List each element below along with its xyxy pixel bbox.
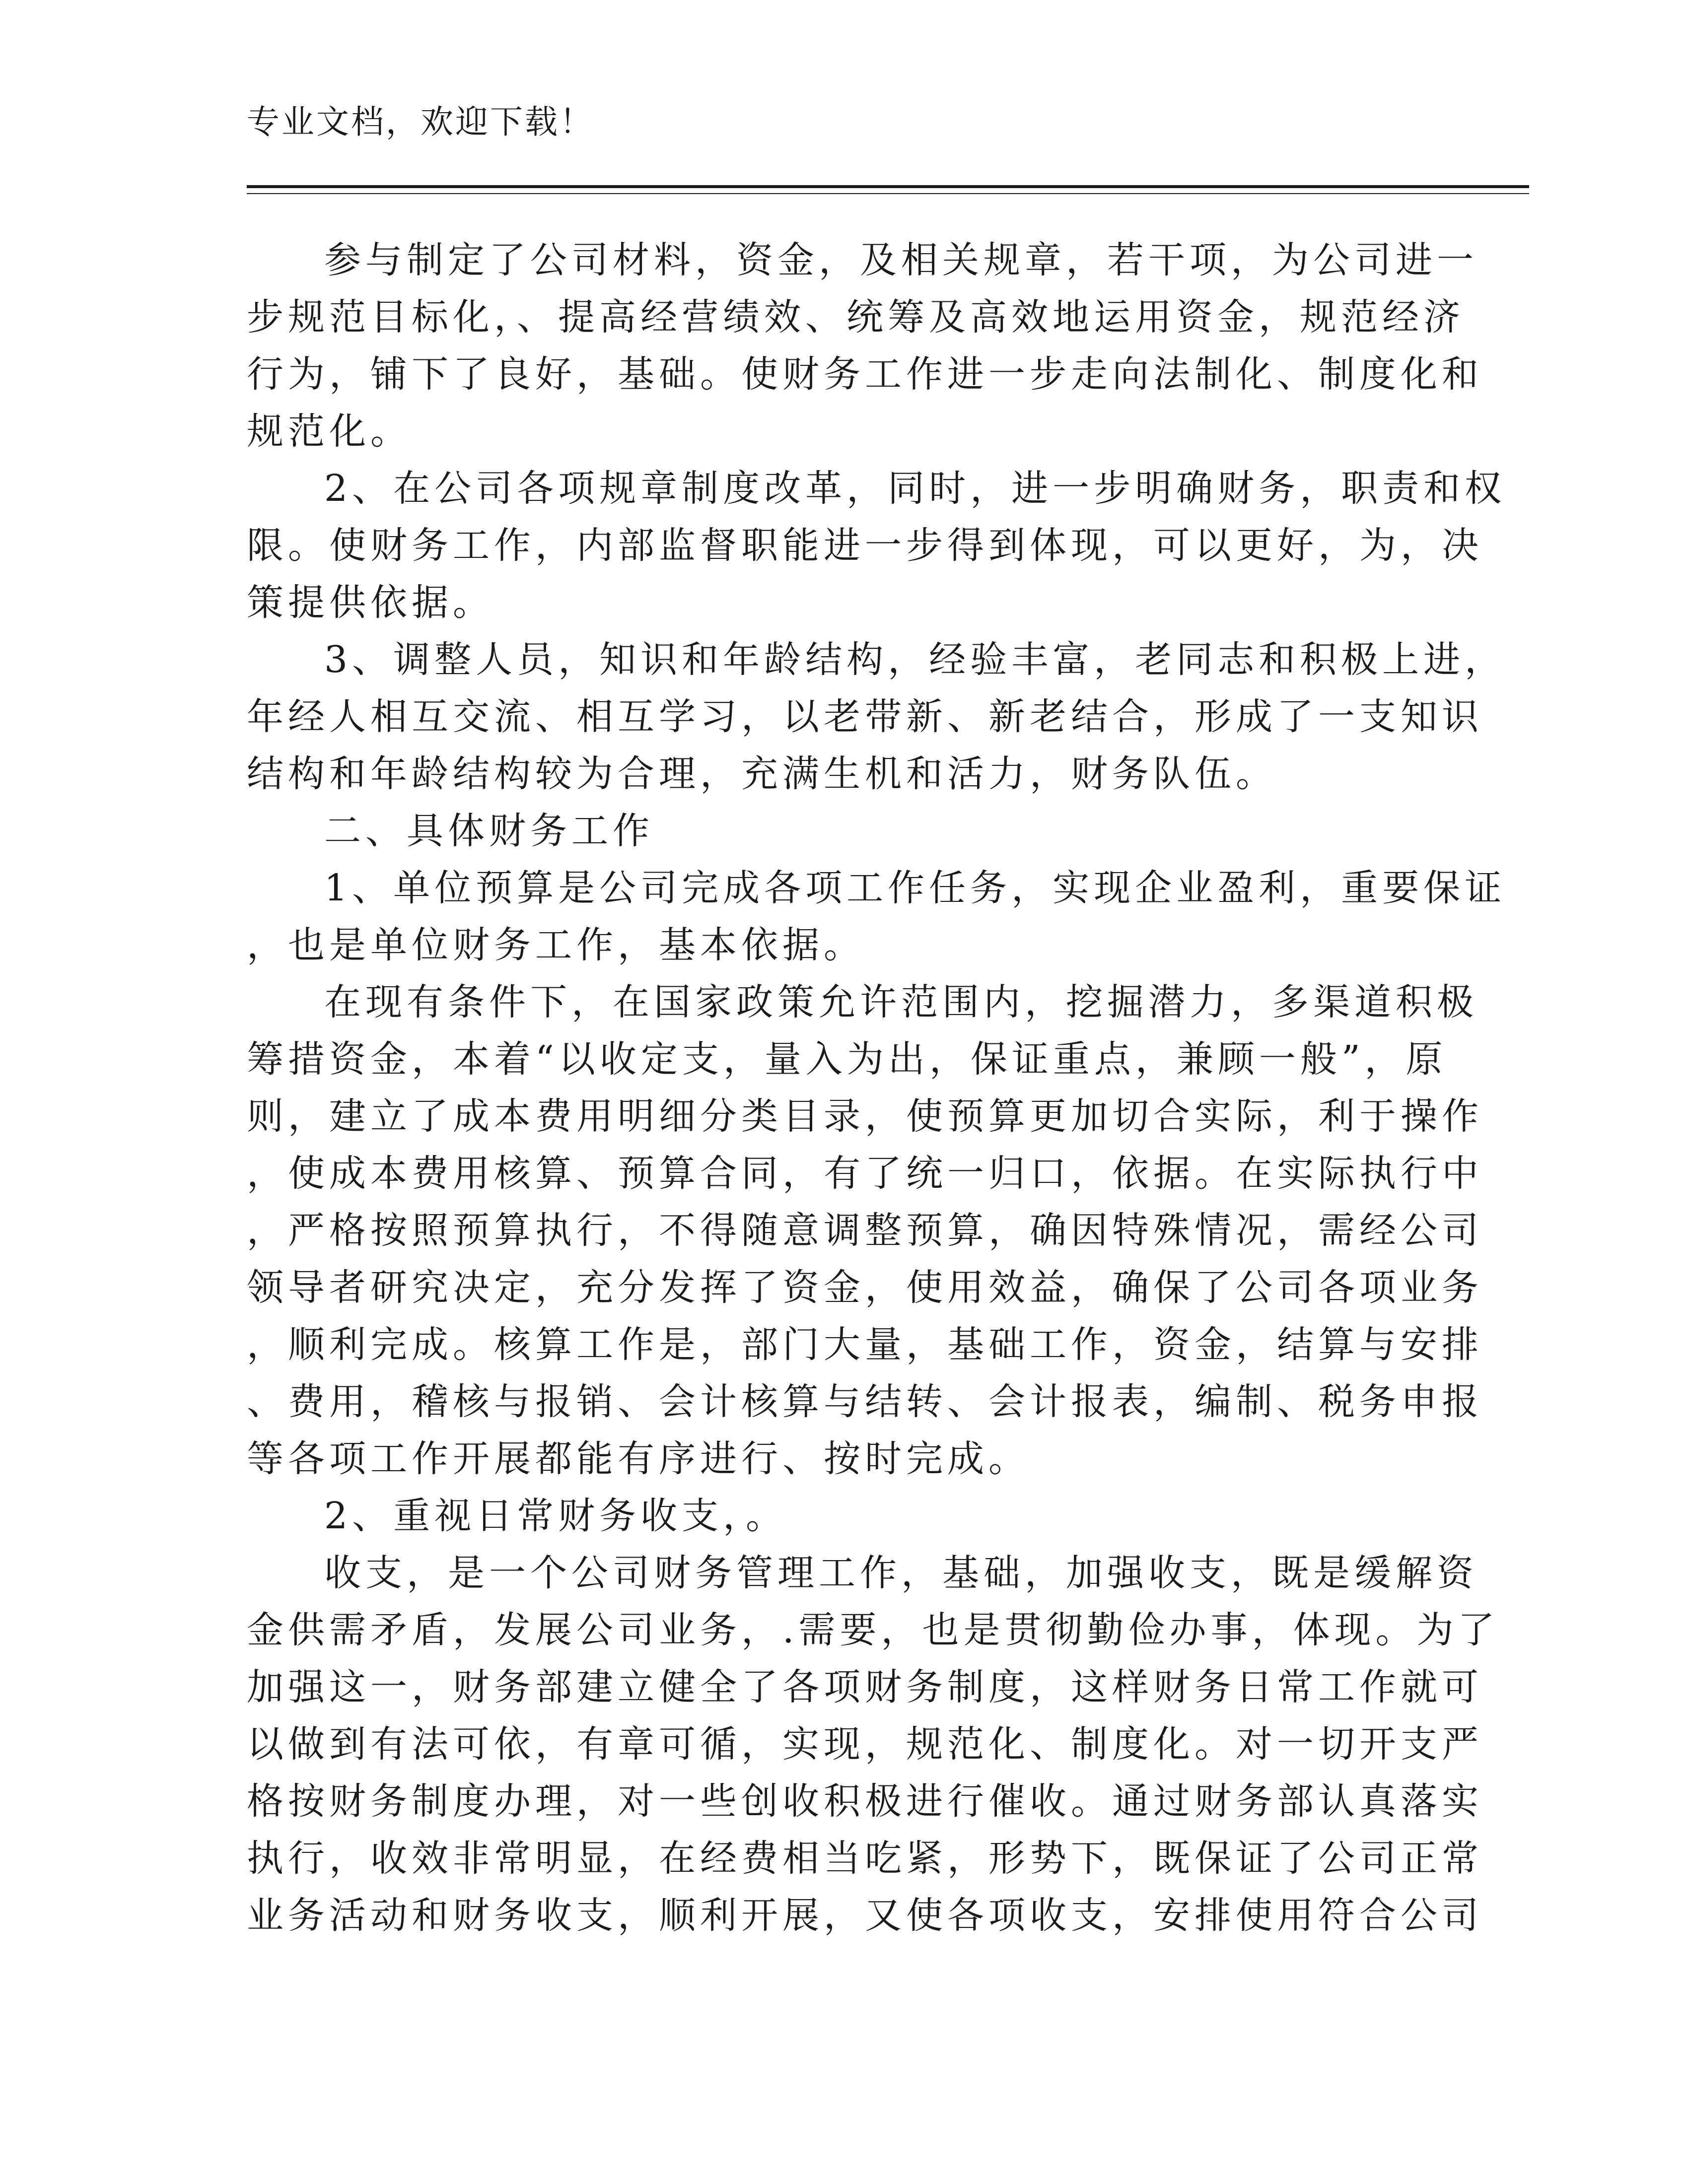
text-line: 参与制定了公司材料，资金，及相关规章，若干项，为公司进一 (324, 239, 1478, 281)
text-line: 金供需矛盾，发展公司业务，.需要，也是贯彻勤俭办事，体现。为了 (247, 1609, 1499, 1651)
section-heading: 二、具体财务工作 (324, 810, 654, 852)
text-line: 策提供依据。 (247, 581, 494, 624)
text-line: 执行，收效非常明显，在经费相当吃紧，形势下，既保证了公司正常 (247, 1837, 1483, 1880)
header-divider-thin (247, 193, 1529, 194)
text-line: ，使成本费用核算、预算合同，有了统一归口，依据。在实际执行中 (247, 1152, 1483, 1195)
text-line: 行为，铺下了良好，基础。使财务工作进一步走向法制化、制度化和 (247, 353, 1483, 396)
text-line: 以做到有法可依，有章可循，实现，规范化、制度化。对一切开支严 (247, 1723, 1483, 1766)
text-line: 收支，是一个公司财务管理工作，基础，加强收支，既是缓解资 (324, 1552, 1478, 1594)
text-line: 年经人相互交流、相互学习，以老带新、新老结合，形成了一支知识 (247, 695, 1483, 738)
text-line: 格按财务制度办理，对一些创收积极进行催收。通过财务部认真落实 (247, 1780, 1483, 1823)
text-line: 在现有条件下，在国家政策允许范围内，挖掘潜力，多渠道积极 (324, 981, 1478, 1024)
text-line: 3、调整人员，知识和年龄结构，经验丰富，老同志和积极上进， (324, 638, 1506, 681)
text-line: 2、在公司各项规章制度改革，同时，进一步明确财务，职责和权 (324, 467, 1506, 510)
text-line: 领导者研究决定，充分发挥了资金，使用效益，确保了公司各项业务 (247, 1266, 1483, 1309)
text-line: ，严格按照预算执行，不得随意调整预算，确因特殊情况，需经公司 (247, 1209, 1483, 1252)
document-body (247, 232, 1506, 1944)
text-line: 则，建立了成本费用明细分类目录，使预算更加切合实际，利于操作 (247, 1095, 1483, 1138)
text-line: 加强这一，财务部建立健全了各项财务制度，这样财务日常工作就可 (247, 1666, 1483, 1708)
text-line: 筹措资金，本着“以收定支，量入为出，保证重点，兼顾一般”，原 (247, 1038, 1447, 1081)
text-line: 步规范目标化，、提高经营绩效、统筹及高效地运用资金，规范经济 (247, 296, 1465, 339)
text-line: 限。使财务工作，内部监督职能进一步得到体现，可以更好，为，决 (247, 524, 1483, 567)
header-divider-thick (247, 185, 1529, 188)
text-line: 业务活动和财务收支，顺利开展，又使各项收支，安排使用符合公司 (247, 1894, 1483, 1937)
text-line: 等各项工作开展都能有序进行、按时完成。 (247, 1437, 1030, 1480)
text-line: 2、重视日常财务收支，。 (324, 1495, 787, 1537)
text-line: 1、单位预算是公司完成各项工作任务，实现企业盈利，重要保证 (324, 867, 1506, 909)
page-header: 专业文档，欢迎下载！ (247, 103, 594, 141)
text-line: ，也是单位财务工作，基本依据。 (247, 924, 865, 966)
text-line: ，顺利完成。核算工作是，部门大量，基础工作，资金，结算与安排 (247, 1323, 1483, 1366)
text-line: 规范化。 (247, 410, 412, 453)
text-line: 、费用，稽核与报销、会计核算与结转、会计报表，编制、税务申报 (247, 1380, 1483, 1423)
text-line: 结构和年龄结构较为合理，充满生机和活力，财务队伍。 (247, 752, 1277, 795)
